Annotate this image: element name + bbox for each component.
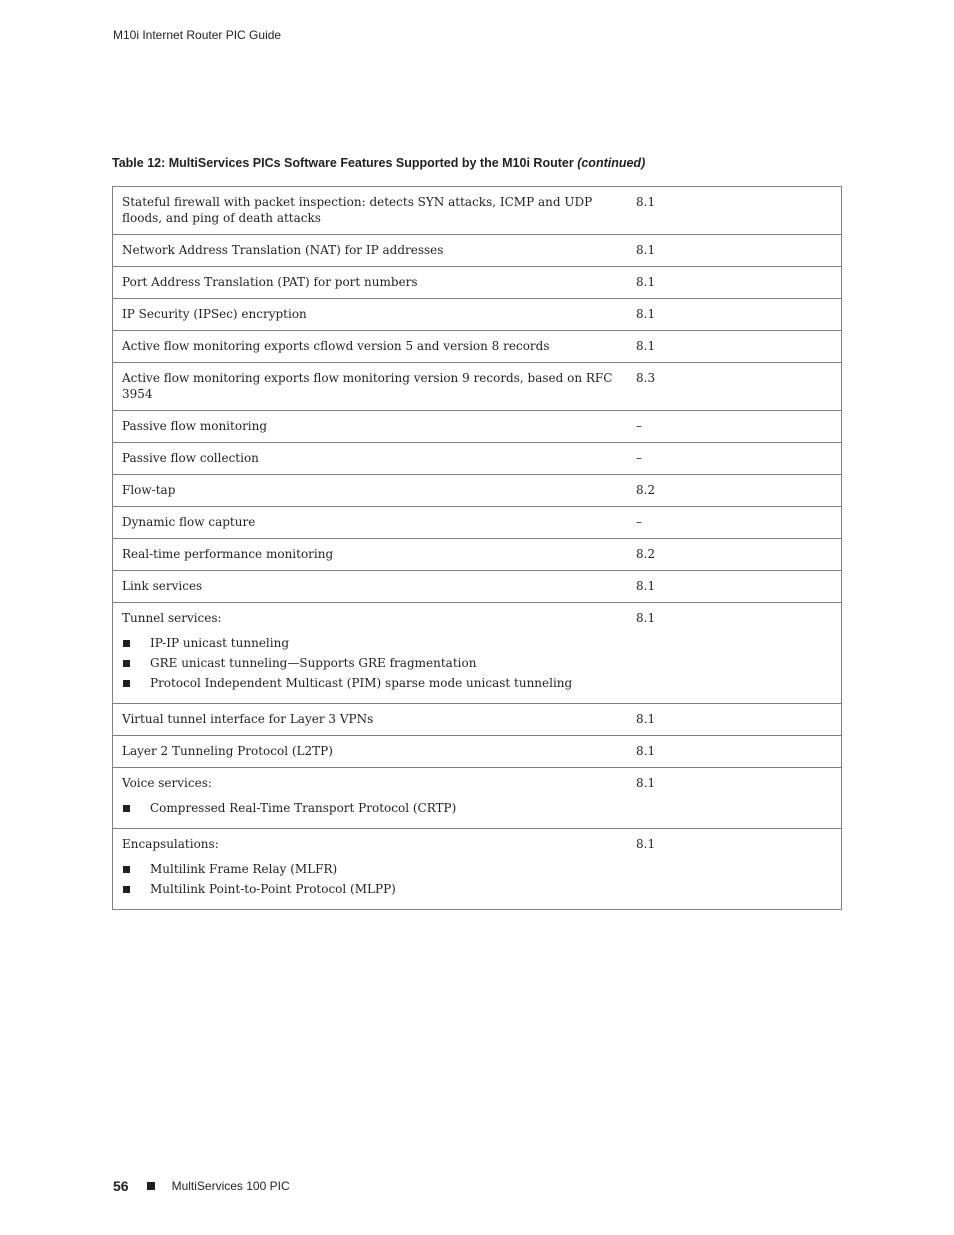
table-row	[113, 411, 842, 443]
feature-cell	[113, 475, 630, 507]
release-cell: –	[629, 411, 842, 443]
release-cell: 8.1	[629, 267, 842, 299]
table-row	[113, 539, 842, 571]
square-bullet-icon	[123, 805, 130, 812]
bullet-item	[122, 800, 621, 816]
table-row	[113, 299, 842, 331]
release-cell: 8.1	[629, 235, 842, 267]
feature-text: Encapsulations:	[122, 837, 219, 851]
bullet-item	[122, 675, 621, 691]
feature-cell	[113, 331, 630, 363]
bullet-text: GRE unicast tunneling—Supports GRE fragmentation	[150, 656, 477, 670]
feature-bullet-list	[122, 861, 621, 897]
table-row	[113, 235, 842, 267]
release-cell: 8.1	[629, 736, 842, 768]
bullet-item	[122, 881, 621, 897]
bullet-text: IP-IP unicast tunneling	[150, 636, 290, 650]
page-footer	[113, 1178, 290, 1194]
feature-cell	[113, 736, 630, 768]
release-cell: 8.1	[629, 768, 842, 829]
feature-bullet-list	[122, 635, 621, 691]
feature-text: IP Security (IPSec) encryption	[122, 307, 307, 321]
square-bullet-icon	[123, 866, 130, 873]
features-table	[112, 186, 842, 910]
feature-cell	[113, 411, 630, 443]
bullet-item	[122, 861, 621, 877]
feature-text: Real-time performance monitoring	[122, 547, 334, 561]
table-title: Table 12: MultiServices PICs Software Features Supported by the M10i Router	[112, 156, 574, 170]
feature-text: Link services	[122, 579, 203, 593]
release-cell: 8.1	[629, 299, 842, 331]
release-cell: 8.1	[629, 704, 842, 736]
square-bullet-icon	[123, 660, 130, 667]
table-row	[113, 603, 842, 704]
bullet-text: Multilink Frame Relay (MLFR)	[150, 862, 338, 876]
features-table-body	[113, 187, 842, 910]
feature-cell	[113, 829, 630, 910]
feature-text: Network Address Translation (NAT) for IP addresses	[122, 243, 444, 257]
feature-cell	[113, 768, 630, 829]
square-bullet-icon	[123, 640, 130, 647]
table-row	[113, 768, 842, 829]
feature-cell	[113, 363, 630, 411]
table-row	[113, 363, 842, 411]
feature-cell	[113, 507, 630, 539]
release-cell: 8.1	[629, 571, 842, 603]
bullet-text: Compressed Real-Time Transport Protocol (CRTP)	[150, 801, 457, 815]
table-row	[113, 475, 842, 507]
table-caption	[112, 156, 645, 170]
feature-text: Virtual tunnel interface for Layer 3 VPNs	[122, 712, 374, 726]
footer-section: MultiServices 100 PIC	[171, 1179, 290, 1193]
table-row	[113, 829, 842, 910]
feature-cell	[113, 704, 630, 736]
feature-text: Dynamic flow capture	[122, 515, 256, 529]
table-row	[113, 571, 842, 603]
bullet-item	[122, 655, 621, 671]
footer-bullet-icon	[147, 1182, 155, 1190]
page-number: 56	[113, 1178, 129, 1194]
table-row	[113, 736, 842, 768]
continued-label: (continued)	[577, 156, 646, 170]
release-cell: 8.1	[629, 603, 842, 704]
bullet-text: Multilink Point-to-Point Protocol (MLPP)	[150, 882, 396, 896]
feature-text: Port Address Translation (PAT) for port numbers	[122, 275, 418, 289]
bullet-item	[122, 635, 621, 651]
release-cell: 8.2	[629, 539, 842, 571]
feature-cell	[113, 603, 630, 704]
feature-text: Stateful firewall with packet inspection: detects SYN attacks, ICMP and UDP floods, and ping of death attacks	[122, 195, 593, 225]
square-bullet-icon	[123, 886, 130, 893]
feature-text: Active flow monitoring exports flow monitoring version 9 records, based on RFC 3954	[122, 371, 613, 401]
table-row	[113, 331, 842, 363]
feature-cell	[113, 267, 630, 299]
feature-text: Tunnel services:	[122, 611, 222, 625]
feature-cell	[113, 299, 630, 331]
table-row	[113, 704, 842, 736]
release-cell: 8.1	[629, 829, 842, 910]
release-cell: –	[629, 443, 842, 475]
table-row	[113, 443, 842, 475]
feature-text: Passive flow collection	[122, 451, 259, 465]
feature-cell	[113, 443, 630, 475]
release-cell: 8.1	[629, 187, 842, 235]
table-row	[113, 507, 842, 539]
bullet-text: Protocol Independent Multicast (PIM) sparse mode unicast tunneling	[150, 676, 573, 690]
release-cell: 8.1	[629, 331, 842, 363]
table-row	[113, 267, 842, 299]
feature-text: Active flow monitoring exports cflowd version 5 and version 8 records	[122, 339, 550, 353]
feature-text: Voice services:	[122, 776, 212, 790]
feature-cell	[113, 539, 630, 571]
feature-cell	[113, 187, 630, 235]
feature-cell	[113, 235, 630, 267]
release-cell: 8.3	[629, 363, 842, 411]
feature-text: Layer 2 Tunneling Protocol (L2TP)	[122, 744, 333, 758]
feature-text: Flow-tap	[122, 483, 176, 497]
square-bullet-icon	[123, 680, 130, 687]
release-cell: –	[629, 507, 842, 539]
feature-bullet-list	[122, 800, 621, 816]
feature-text: Passive flow monitoring	[122, 419, 268, 433]
feature-cell	[113, 571, 630, 603]
release-cell: 8.2	[629, 475, 842, 507]
running-header: M10i Internet Router PIC Guide	[113, 28, 282, 42]
table-row	[113, 187, 842, 235]
